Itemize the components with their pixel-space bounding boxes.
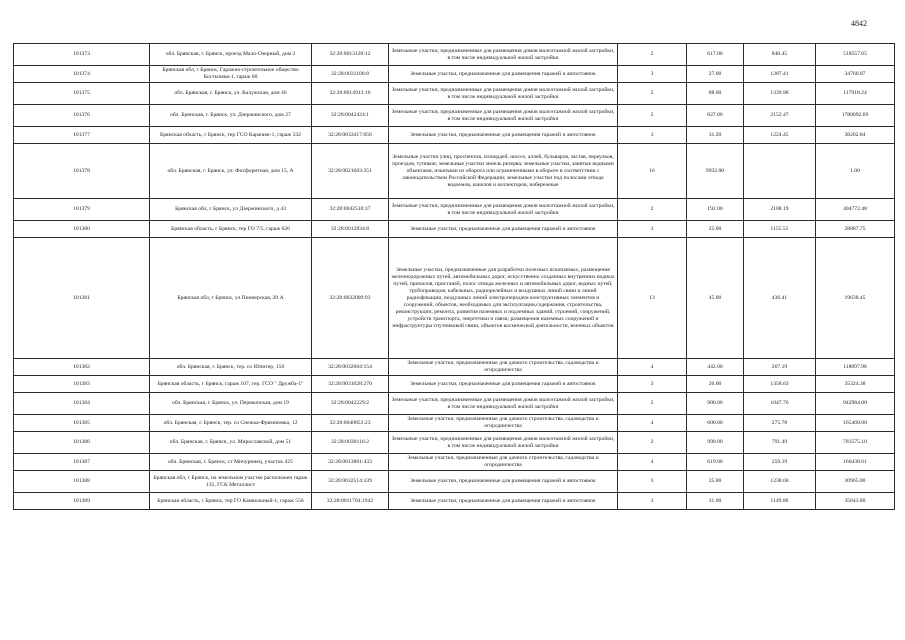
cell-area: 600.00 [687,415,744,432]
cell-address: обл. Брянская, г. Брянск, ул. Перекопская, дом 19 [150,393,312,415]
cell-id: 101381 [14,238,150,359]
cell-address: Брянская обл, г Брянск, ул Пионерская, 20 А [150,238,312,359]
cell-group: 2 [618,432,687,454]
cell-address: обл. Брянская, г. Брянск, ст Мичуринец, участок 425 [150,454,312,471]
cell-cadastral-number: 32:28:0032009:93 [312,238,389,359]
cell-price: 1238.60 [744,471,816,493]
cell-total: 19638.45 [816,238,895,359]
cell-group: 4 [618,454,687,471]
cell-cadastral-number: 32:28:0013120:12 [312,44,389,66]
cell-land-use: Земельные участки, предназначенные для размещения гаражей и автостоянок [389,493,618,510]
cell-total: 30965.00 [816,471,895,493]
cell-area: 827.00 [687,105,744,127]
cell-price: 1224.45 [744,127,816,144]
cell-id: 101374 [14,66,150,83]
cell-address: Брянская область, г Брянск, гараж 107, тер. ГСО " Дружба-1" [150,376,312,393]
cell-total: 1780092.69 [816,105,895,127]
cell-address: Брянская обл, г Брянск, на земельном участке расположен гараж 135, ГСК Металлист [150,471,312,493]
cell-price: 1047.76 [744,393,816,415]
cell-area: 619.00 [687,454,744,471]
table-row [14,493,895,510]
cell-group: 3 [618,376,687,393]
cell-id: 101388 [14,471,150,493]
cell-price: 267.19 [744,359,816,376]
cell-area: 27.00 [687,66,744,83]
cadastral-value-table [13,43,895,510]
cell-address: Брянская область, г Брянск, тер ГО 7/5, гараж 626 [150,221,312,238]
cell-land-use: Земельные участки, предназначенные для дачного строительства, садоводства и огородничества [389,415,618,432]
cell-area: 25.00 [687,221,744,238]
cell-area: 192.00 [687,199,744,221]
cell-group: 2 [618,44,687,66]
cell-price: 791.49 [744,432,816,454]
table-row [14,127,895,144]
cell-cadastral-number: 32:28:0032604:154 [312,359,389,376]
cell-cadastral-number: 32:28:0013801:433 [312,454,389,471]
cell-id: 101389 [14,493,150,510]
table-row [14,376,895,393]
cell-price: 2152.47 [744,105,816,127]
cell-price: 1149.80 [744,493,816,510]
cell-land-use: Земельные участки, предназначенные для размещения гаражей и автостоянок [389,376,618,393]
cell-land-use: Земельные участки, предназначенные для размещения гаражей и автостоянок [389,221,618,238]
cell-id: 101385 [14,415,150,432]
cell-cadastral-number: 32:28:0032514:339 [312,471,389,493]
cell-land-use: Земельные участки, предназначенные для разработки полезных ископаемых, размещения железнодорожных путей, автомобильных дорог, искусственно созданных внутренних водных путей, причалов, пристаней, полос отвода железных и автомобильных дорог, водных путей, трубопроводов, кабельных, радиорелейных и воздушных линий связи и линий радиофикации, воздушных линий электропередачи конструктивных элементов и сооружений, объектов, необходимых для эксплуатации,содержания, строительства, реконструкции, ремонта, развития наземных и подземных зданий, строений, сооружений, устройств транспорта, энергетики и связи; размещения наземных сооружений и инфраструктуры спутниковой связи, объектов космической деятельности, военных объектов [389,238,618,359]
cell-address: обл. Брянская, г. Брянск, тер. со Юпитер, 156 [150,359,312,376]
cell-price: 1339.98 [744,83,816,105]
cell-area: 31.20 [687,127,744,144]
cell-total: 165468.00 [816,415,895,432]
table-row [14,454,895,471]
cell-cadastral-number: 32:28:0030116:2 [312,432,389,454]
cell-id: 101375 [14,83,150,105]
cell-land-use: Земельные участки, предназначенные для дачного строительства, садоводства и огородничества [389,359,618,376]
cell-area: 990.00 [687,432,744,454]
cell-area: 31.00 [687,493,744,510]
cell-group: 4 [618,415,687,432]
cell-cadastral-number: 32:28:0012834:8 [312,221,389,238]
cell-total: 28887.75 [816,221,895,238]
cell-total: 35643.80 [816,493,895,510]
cell-address: Брянская область, г Брянск, тер ГСО Карачиж-1, гараж 332 [150,127,312,144]
cell-land-use: Земельные участки улиц, проспектов, площадей, шоссе, аллей, бульваров, застав, переулков, проездов, тупиков; земельные участки земель резерва; земельные участки, занятые водными объектами, изъятыми из оборота или ограниченными в обороте в соответствии с законодательством Российской Федерации; земельные участки под полосами отвода водоемов, каналов и коллекторов, набережные [389,144,618,199]
table-row [14,238,895,359]
cell-total: 518557.65 [816,44,895,66]
cell-area: 88.00 [687,83,744,105]
cell-id: 101386 [14,432,150,454]
cell-land-use: Земельные участки, предназначенные для размещения домов малоэтажной жилой застройки, в том числе индивидуальной жилой застройки [389,105,618,127]
cell-price [744,144,816,199]
cell-address: обл. Брянская, г. Брянск, ул. Мирославской, дом 51 [150,432,312,454]
cell-area: 9932.00 [687,144,744,199]
cell-land-use: Земельные участки, предназначенные для размещения домов малоэтажной жилой застройки, в том числе индивидуальной жилой застройки [389,44,618,66]
cell-group: 2 [618,105,687,127]
cell-land-use: Земельные участки, предназначенные для размещения домов малоэтажной жилой застройки, в том числе индивидуальной жилой застройки [389,199,618,221]
cell-cadastral-number: 32:28:0014913:10 [312,83,389,105]
cell-land-use: Земельные участки, предназначенные для размещения домов малоэтажной жилой застройки, в том числе индивидуальной жилой застройки [389,432,618,454]
cell-area: 900.00 [687,393,744,415]
cell-price: 436.41 [744,238,816,359]
table-row [14,359,895,376]
cell-price: 2108.19 [744,199,816,221]
cell-group: 2 [618,199,687,221]
page-number: 4842 [851,19,867,28]
cell-group: 2 [618,393,687,415]
table-row [14,105,895,127]
cell-area: 45.00 [687,238,744,359]
cell-price: 1358.63 [744,376,816,393]
cell-cadastral-number: 32:28:0011704:1942 [312,493,389,510]
cell-area: 25.00 [687,471,744,493]
cell-land-use: Земельные участки, предназначенные для размещения гаражей и автостоянок [389,471,618,493]
cell-id: 101382 [14,359,150,376]
cell-cadastral-number: 32:28:0031628:270 [312,376,389,393]
table-row [14,199,895,221]
table-row [14,144,895,199]
table-row [14,66,895,83]
cell-total: 160438.61 [816,454,895,471]
cell-id: 101376 [14,105,150,127]
cell-group: 13 [618,238,687,359]
cell-group: 3 [618,493,687,510]
table-row [14,471,895,493]
cell-area: 26.00 [687,376,744,393]
cell-group: 2 [618,83,687,105]
cell-area: 442.00 [687,359,744,376]
cell-address: обл. Брянская, г. Брянск, ул. Калужская, дом 46 [150,83,312,105]
cell-group: 3 [618,66,687,83]
cell-cadastral-number: 32:28:0031100:8 [312,66,389,83]
cell-group: 3 [618,471,687,493]
cell-id: 101379 [14,199,150,221]
cell-id: 101380 [14,221,150,238]
table-row [14,83,895,105]
cell-id: 101387 [14,454,150,471]
cell-cadastral-number: 32:28:0021603:351 [312,144,389,199]
table-row [14,44,895,66]
cell-group: 4 [618,359,687,376]
cell-id: 101373 [14,44,150,66]
cell-cadastral-number: 32:28:0042229:2 [312,393,389,415]
cell-price: 275.78 [744,415,816,432]
cell-total: 34760.07 [816,66,895,83]
cell-address: обл. Брянская, г. Брянск, проезд Мало-Озерный, дом 2 [150,44,312,66]
cell-cadastral-number: 32:28:0042424:1 [312,105,389,127]
table-row [14,221,895,238]
cell-id: 101377 [14,127,150,144]
cell-group: 3 [618,221,687,238]
cell-price: 259.19 [744,454,816,471]
cell-address: Брянская обл, г Брянск, Гаражно-строительное общество Костычева-1, гараж 60 [150,66,312,83]
cell-total: 35324.38 [816,376,895,393]
cell-total: 404772.48 [816,199,895,221]
cell-land-use: Земельные участки, предназначенные для дачного строительства, садоводства и огородничества [389,454,618,471]
cell-id: 101384 [14,393,150,415]
cell-land-use: Земельные участки, предназначенные для размещения домов малоэтажной жилой застройки, в том числе индивидуальной жилой застройки [389,83,618,105]
table-row [14,415,895,432]
cell-area: 617.00 [687,44,744,66]
cell-price: 1155.51 [744,221,816,238]
cell-id: 101378 [14,144,150,199]
cell-total: 118097.98 [816,359,895,376]
cell-total: 783575.10 [816,432,895,454]
table-row [14,393,895,415]
cell-address: обл. Брянская, г. Брянск, ул. Фосфоритная, дом 15, А [150,144,312,199]
cell-land-use: Земельные участки, предназначенные для размещения домов малоэтажной жилой застройки, в том числе индивидуальной жилой застройки [389,393,618,415]
cell-address: обл. Брянская, г. Брянск, тер. со Снежка-Фрязиновка, 12 [150,415,312,432]
cell-address: Брянская область, г Брянск, тер ГО Камвольный-1, гараж 556 [150,493,312,510]
table-row [14,432,895,454]
cell-group: 3 [618,127,687,144]
cell-total: 942984.00 [816,393,895,415]
cell-total: 1.00 [816,144,895,199]
cell-land-use: Земельные участки, предназначенные для размещения гаражей и автостоянок [389,66,618,83]
cell-price: 1287.41 [744,66,816,83]
cell-cadastral-number: 32:28:0042510:37 [312,199,389,221]
cell-total: 38202.84 [816,127,895,144]
cell-group: 16 [618,144,687,199]
cell-address: обл. Брянская, г. Брянск, ул. Дзержинского, дом 27 [150,105,312,127]
cell-id: 101383 [14,376,150,393]
cell-address: Брянская обл, г Брянск, ул Дзержинского, д 43 [150,199,312,221]
cell-price: 840.45 [744,44,816,66]
cell-land-use: Земельные участки, предназначенные для размещения гаражей и автостоянок [389,127,618,144]
cell-cadastral-number: 32:28:0033417:656 [312,127,389,144]
cell-cadastral-number: 32:28:0040853:23 [312,415,389,432]
cell-total: 117918.24 [816,83,895,105]
